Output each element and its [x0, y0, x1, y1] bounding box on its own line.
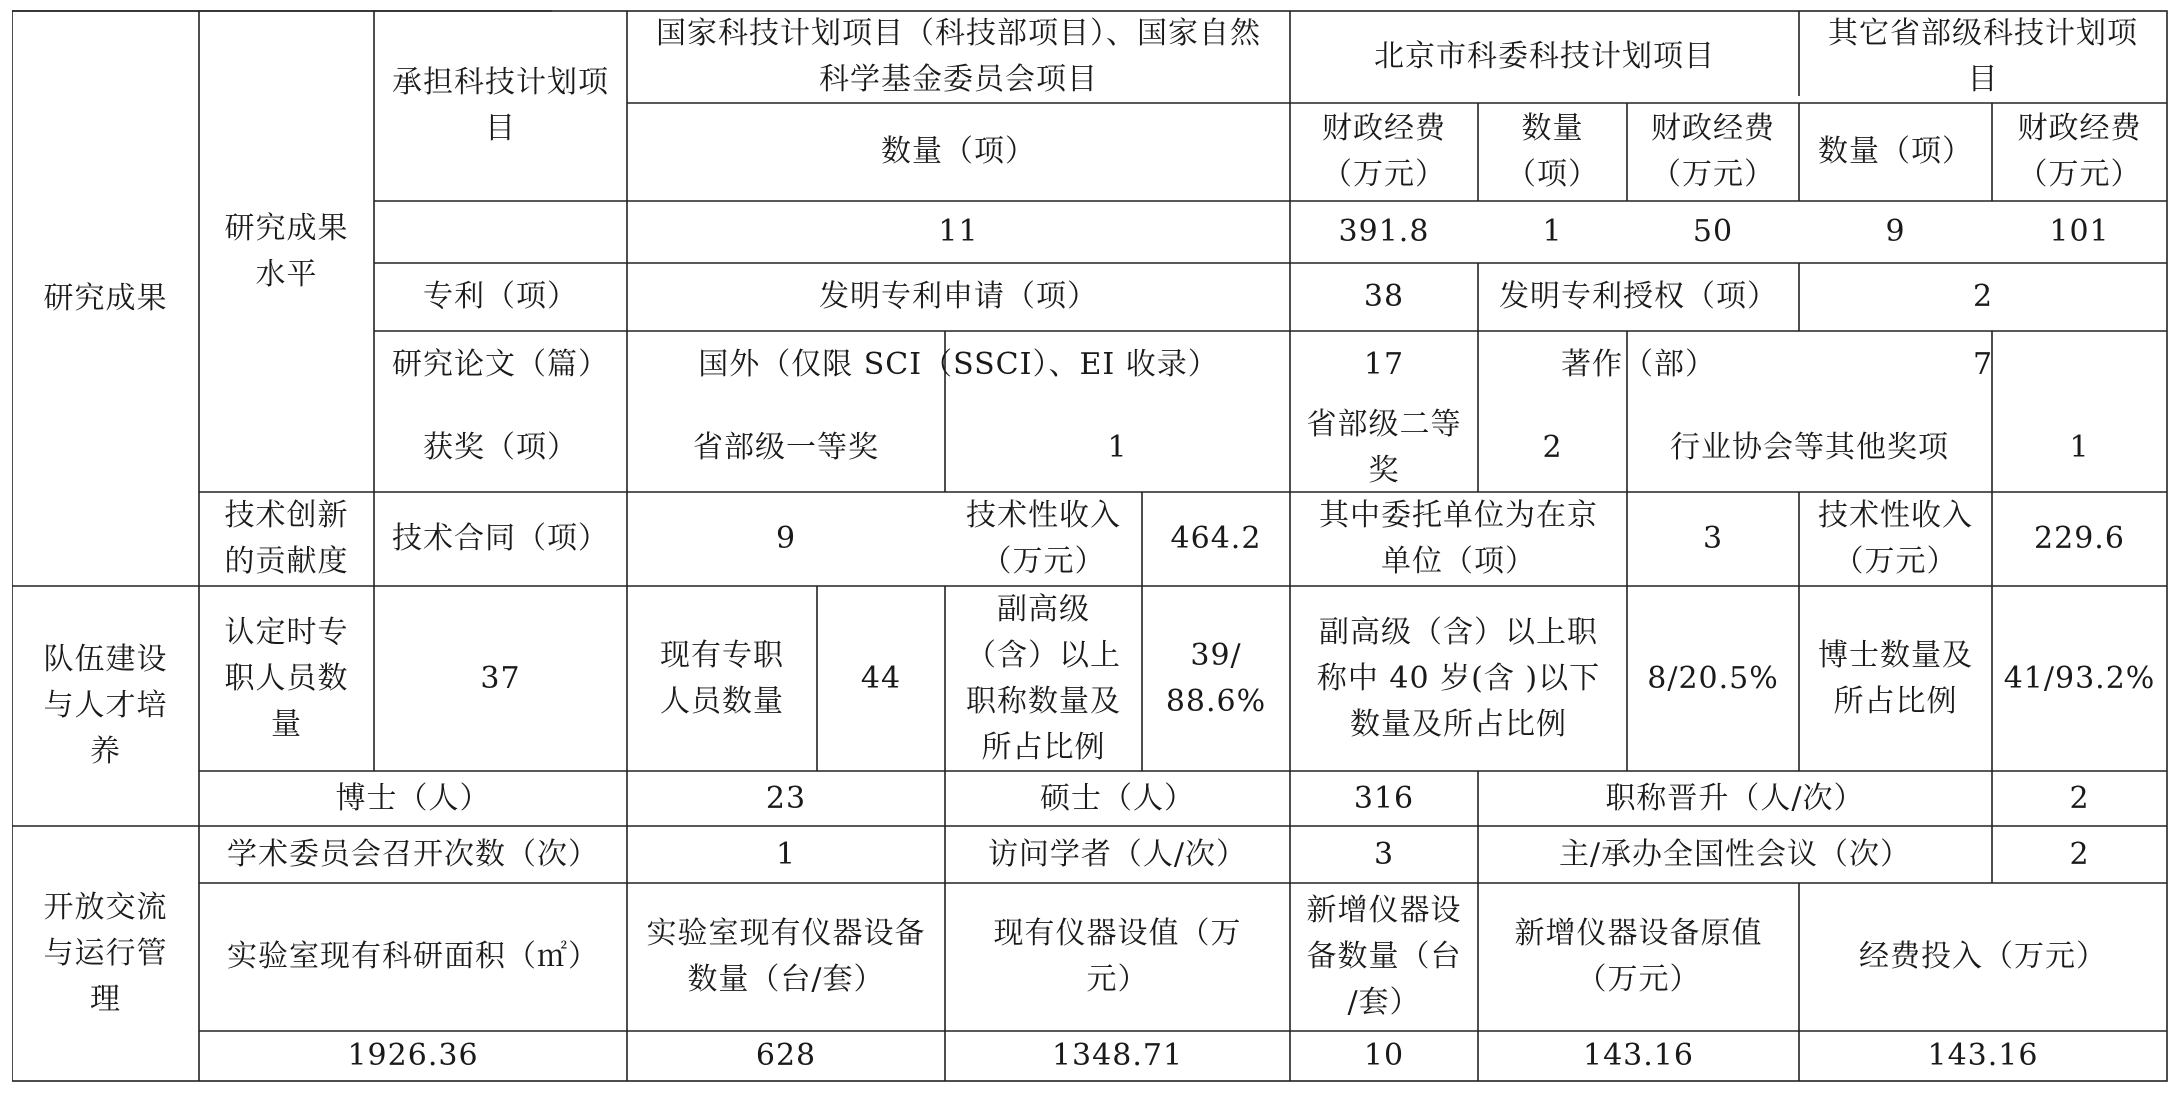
research-level-label: 研究成果 水平 — [224, 210, 349, 292]
award-other-label: 行业协会等其他奖项 — [1670, 429, 1949, 465]
national-count-value: 11 — [938, 214, 979, 249]
contract-value: 9 — [775, 521, 797, 556]
award-first-label: 省部级一等奖 — [693, 429, 879, 465]
award-first-value: 1 — [1107, 429, 1128, 465]
national-funding-value: 391.8 — [1338, 214, 1430, 249]
new-equip-count-label: 新增仪器设 备数量（台 /套） — [1306, 893, 1462, 1020]
master-value: 316 — [1353, 780, 1415, 816]
patent-grant-label: 发明专利授权（项） — [1499, 279, 1778, 314]
current-staff-value: 44 — [860, 660, 902, 696]
award-second-value: 2 — [1542, 429, 1563, 465]
beijing-header: 北京市科委科技计划项目 — [1374, 39, 1715, 74]
beijing-client-label: 其中委托单位为在京 单位（项） — [1319, 498, 1598, 579]
phd-value: 23 — [765, 780, 807, 816]
beijing-client-value: 3 — [1702, 521, 1724, 556]
visiting-label: 访问学者（人/次） — [987, 836, 1248, 872]
innovation-label: 技术创新 的贡献度 — [224, 498, 349, 579]
current-staff-label: 现有专职 人员数量 — [660, 637, 784, 719]
conference-label: 主/承办全国性会议（次） — [1558, 836, 1912, 872]
provincial-header: 其它省部级科技计划项 目 — [1828, 16, 2138, 97]
conference-value: 2 — [2069, 836, 2090, 872]
income-value: 464.2 — [1170, 521, 1262, 556]
book-value: 7 — [1972, 347, 1994, 382]
provincial-funding-header: 财政经费 （万元） — [2017, 111, 2142, 192]
award-other-value: 1 — [2069, 429, 2090, 465]
national-funding-header: 财政经费 （万元） — [1322, 111, 1446, 192]
beijing-count-header: 数量 （项） — [1506, 111, 1599, 192]
certified-staff-label: 认定时专 职人员数 量 — [224, 614, 349, 742]
promotion-value: 2 — [2069, 780, 2090, 816]
visiting-value: 3 — [1373, 836, 1395, 872]
award-label: 获奖（项） — [423, 429, 578, 465]
area-value: 1926.36 — [347, 1038, 479, 1073]
provincial-count-value: 9 — [1885, 214, 1906, 249]
new-equip-value-value: 143.16 — [1583, 1038, 1694, 1073]
beijing-funding-header: 财政经费 （万元） — [1651, 111, 1775, 192]
income-label: 技术性收入 （万元） — [966, 498, 1121, 579]
master-label: 硕士（人） — [1040, 780, 1195, 816]
senior-title-label: 副高级 （含）以上 职称数量及 所占比例 — [966, 591, 1121, 765]
senior-title-value: 39/ 88.6% — [1165, 637, 1267, 719]
projects-label: 承担科技计划项 目 — [392, 65, 609, 146]
award-second-label: 省部级二等 奖 — [1306, 406, 1462, 488]
section-team: 队伍建设 与人才培 养 — [43, 642, 168, 769]
provincial-count-header: 数量（项） — [1818, 134, 1973, 169]
funding-input-label: 经费投入（万元） — [1859, 939, 2107, 974]
section-research: 研究成果 — [43, 280, 168, 316]
patent-grant-value: 2 — [1972, 279, 1994, 314]
national-count-header: 数量（项） — [881, 134, 1036, 169]
new-equip-count-value: 10 — [1363, 1038, 1405, 1073]
beijing-funding-value: 50 — [1692, 214, 1734, 249]
income-label-2: 技术性收入 （万元） — [1818, 498, 1973, 579]
new-equip-value-label: 新增仪器设备原值 （万元） — [1514, 916, 1763, 997]
equip-count-label: 实验室现有仪器设备 数量（台/套） — [646, 916, 926, 997]
senior-young-value: 8/20.5% — [1647, 660, 1779, 696]
area-label: 实验室现有科研面积（㎡） — [227, 939, 599, 974]
equip-count-value: 628 — [755, 1038, 817, 1073]
paper-label: 研究论文（篇） — [392, 347, 609, 382]
committee-value: 1 — [775, 836, 797, 872]
phd-ratio-label: 博士数量及 所占比例 — [1818, 637, 1973, 719]
book-label: 著作（部） — [1561, 347, 1716, 382]
contract-label: 技术合同（项） — [392, 521, 609, 556]
beijing-count-value: 1 — [1542, 214, 1563, 249]
funding-input-value: 143.16 — [1927, 1038, 2039, 1073]
certified-staff-value: 37 — [480, 660, 521, 696]
income-value-2: 229.6 — [2034, 521, 2125, 556]
committee-label: 学术委员会召开次数（次） — [227, 836, 599, 872]
patent-label: 专利（项） — [423, 279, 578, 314]
promotion-label: 职称晋升（人/次） — [1605, 780, 1865, 816]
patent-apply-value: 38 — [1363, 279, 1405, 314]
section-open: 开放交流 与运行管 理 — [43, 889, 168, 1017]
results-table — [12, 8, 2168, 1082]
phd-ratio-value: 41/93.2% — [2003, 660, 2156, 696]
senior-young-label: 副高级（含）以上职 称中 40 岁(含 )以下 数量及所占比例 — [1316, 614, 1601, 742]
phd-label: 博士（人） — [335, 780, 491, 816]
patent-apply-label: 发明专利申请（项） — [819, 279, 1098, 314]
equip-value-label: 现有仪器设值（万 元） — [993, 916, 1242, 997]
provincial-funding-value: 101 — [2049, 214, 2110, 249]
national-header: 国家科技计划项目（科技部项目）、国家自然 科学基金委员会项目 — [656, 16, 1261, 97]
equip-value-value: 1348.71 — [1051, 1038, 1184, 1073]
paper-foreign-value: 17 — [1363, 347, 1405, 382]
paper-foreign-label: 国外（仅限 SCI（SSCI）、EI 收录） — [698, 347, 1219, 382]
